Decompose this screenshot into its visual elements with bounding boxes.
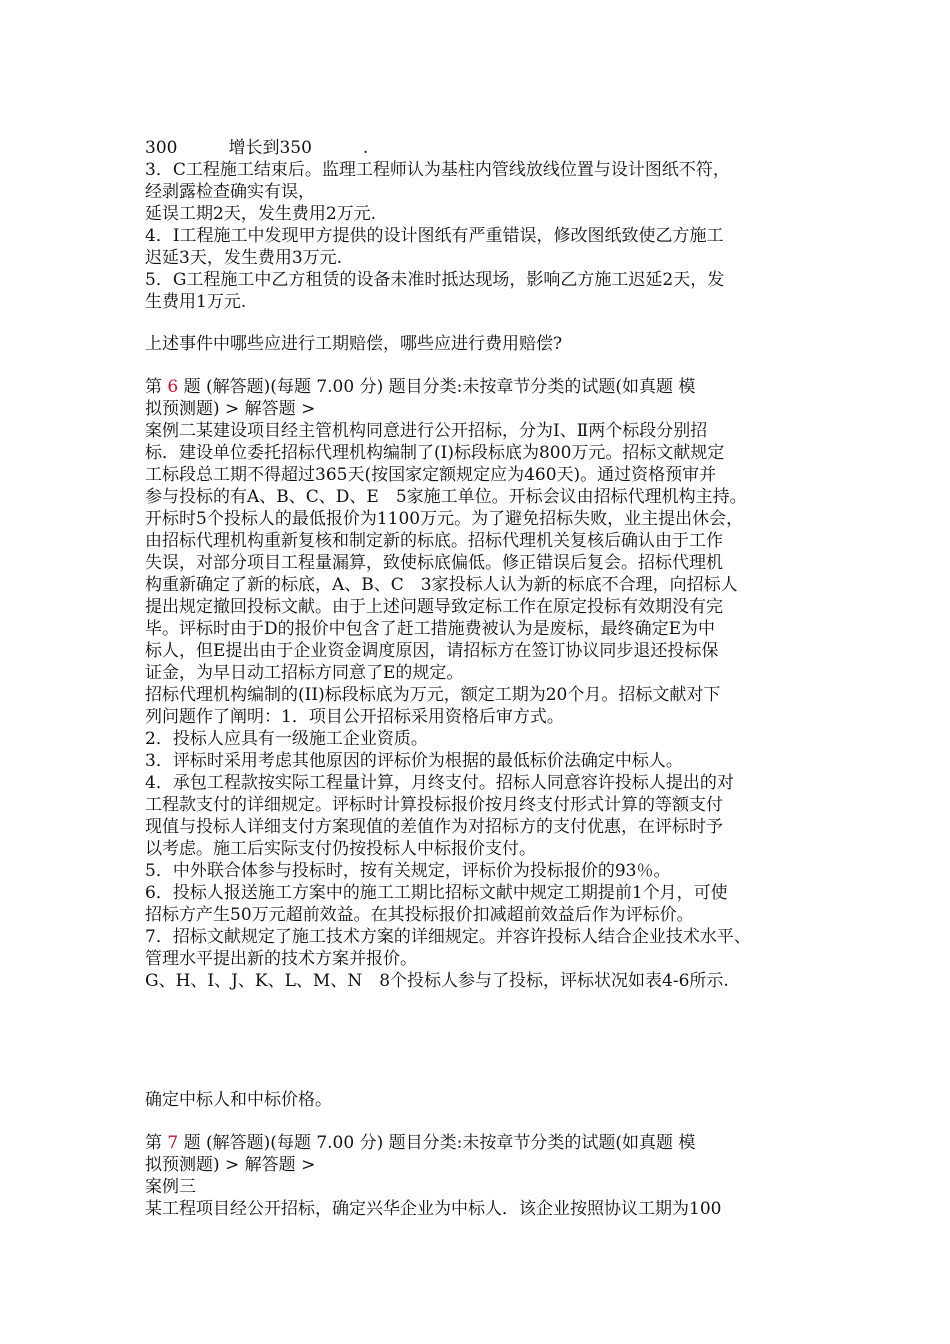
text-line: 由招标代理机构重新复核和制定新的标底。招标代理机关复核后确认由于工作: [145, 531, 723, 551]
text-line: 300 增长到350 .: [145, 138, 369, 158]
question-meta: 题 (解答题)(每题 7.00 分) 题目分类:未按章节分类的试题(如真题 模: [178, 1133, 696, 1153]
text-line: 5．中外联合体参与投标时，按有关规定，评标价为投标报价的93％。: [145, 861, 671, 881]
text-line: 5．G工程施工中乙方租赁的设备未准时抵达现场，影响乙方施工迟延2天，发: [145, 270, 725, 290]
text-line: 生费用1万元.: [145, 292, 247, 312]
text-line: 提出规定撤回投标文献。由于上述问题导致定标工作在原定投标有效期没有完: [145, 597, 723, 617]
text-line: 毕。评标时由于D的报价中包含了赶工措施费被认为是废标，最终确定E为中: [145, 619, 716, 639]
text-line: 参与投标的有A、B、C、D、E 5家施工单位。开标会议由招标代理机构主持。: [145, 487, 747, 507]
text-line: 招标代理机构编制的(II)标段标底为万元，额定工期为20个月。招标文献对下: [145, 685, 721, 705]
question-prefix: 第: [145, 1133, 168, 1153]
text-line: 3．评标时采用考虑其他原因的评标价为根据的最低标价法确定中标人。: [145, 751, 683, 771]
text-line: 7．招标文献规定了施工技术方案的详细规定。并容许投标人结合企业技术水平、: [145, 927, 751, 947]
text-line: 标．建设单位委托招标代理机构编制了(I)标段标底为800万元。招标文献规定: [145, 443, 725, 463]
text-line: 4．承包工程款按实际工程量计算，月终支付。招标人同意容许投标人提出的对: [145, 773, 734, 793]
question-number: 7: [167, 1133, 179, 1153]
text-line: 列问题作了阐明：1．项目公开招标采用资格后审方式。: [145, 707, 564, 727]
question-prompt: 上述事件中哪些应进行工期赔偿，哪些应进行费用赔偿?: [145, 334, 563, 354]
question-header-7: [145, 1132, 695, 1154]
question-meta: 题 (解答题)(每题 7.00 分) 题目分类:未按章节分类的试题(如真题 模: [178, 377, 696, 397]
text-line: 管理水平提出新的技术方案并报价。: [145, 949, 417, 969]
text-line: 失误，对部分项目工程量漏算，致使标底偏低。修正错误后复会。招标代理机: [145, 553, 723, 573]
text-line: 以考虑。施工后实际支付仍按投标人中标报价支付。: [145, 839, 536, 859]
text-line: 案例三: [145, 1177, 196, 1197]
question-header-6: [145, 376, 695, 398]
question-prefix: 第: [145, 377, 168, 397]
question-prompt: 确定中标人和中标价格。: [145, 1090, 332, 1110]
text-line: 标人，但E提出由于企业资金调度原因，请招标方在签订协议同步退还投标保: [145, 641, 719, 661]
text-line: 迟延3天，发生费用3万元.: [145, 248, 343, 268]
text-line: 现值与投标人详细支付方案现值的差值作为对招标方的支付优惠，在评标时予: [145, 817, 723, 837]
text-line: 延误工期2天，发生费用2万元.: [145, 204, 377, 224]
text-line: 6．投标人报送施工方案中的施工工期比招标文献中规定工期提前1个月，可使: [145, 883, 728, 903]
text-line: 工标段总工期不得超过365天(按国家定额规定应为460天)。通过资格预审并: [145, 465, 717, 485]
question-number: 6: [167, 377, 179, 397]
text-line: 招标方产生50万元超前效益。在其投标报价扣减超前效益后作为评标价。: [145, 905, 694, 925]
text-line: 工程款支付的详细规定。评标时计算投标报价按月终支付形式计算的等额支付: [145, 795, 723, 815]
text-line: 案例二某建设项目经主管机构同意进行公开招标，分为I、Ⅱ两个标段分别招: [145, 421, 708, 441]
text-line: 3．C工程施工结束后。监理工程师认为基柱内管线放线位置与设计图纸不符，: [145, 160, 730, 180]
text-line: 某工程项目经公开招标，确定兴华企业为中标人．该企业按照协议工期为100: [145, 1199, 722, 1219]
question-breadcrumb: 拟预测题) > 解答题 >: [145, 399, 316, 419]
question-breadcrumb: 拟预测题) > 解答题 >: [145, 1155, 316, 1175]
text-line: 经剥露检查确实有误，: [145, 182, 315, 202]
text-line: 2．投标人应具有一级施工企业资质。: [145, 729, 428, 749]
text-line: 开标时5个投标人的最低报价为1100万元。为了避免招标失败，业主提出休会，: [145, 509, 744, 529]
text-line: 4．I工程施工中发现甲方提供的设计图纸有严重错误，修改图纸致使乙方施工: [145, 226, 724, 246]
text-line: G、H、I、J、K、L、M、N 8个投标人参与了投标，评标状况如表4-6所示.: [145, 971, 729, 991]
text-line: 构重新确定了新的标底，A、B、C 3家投标人认为新的标底不合理，向招标人: [145, 575, 738, 595]
text-line: 证金，为早日动工招标方同意了E的规定。: [145, 663, 464, 683]
